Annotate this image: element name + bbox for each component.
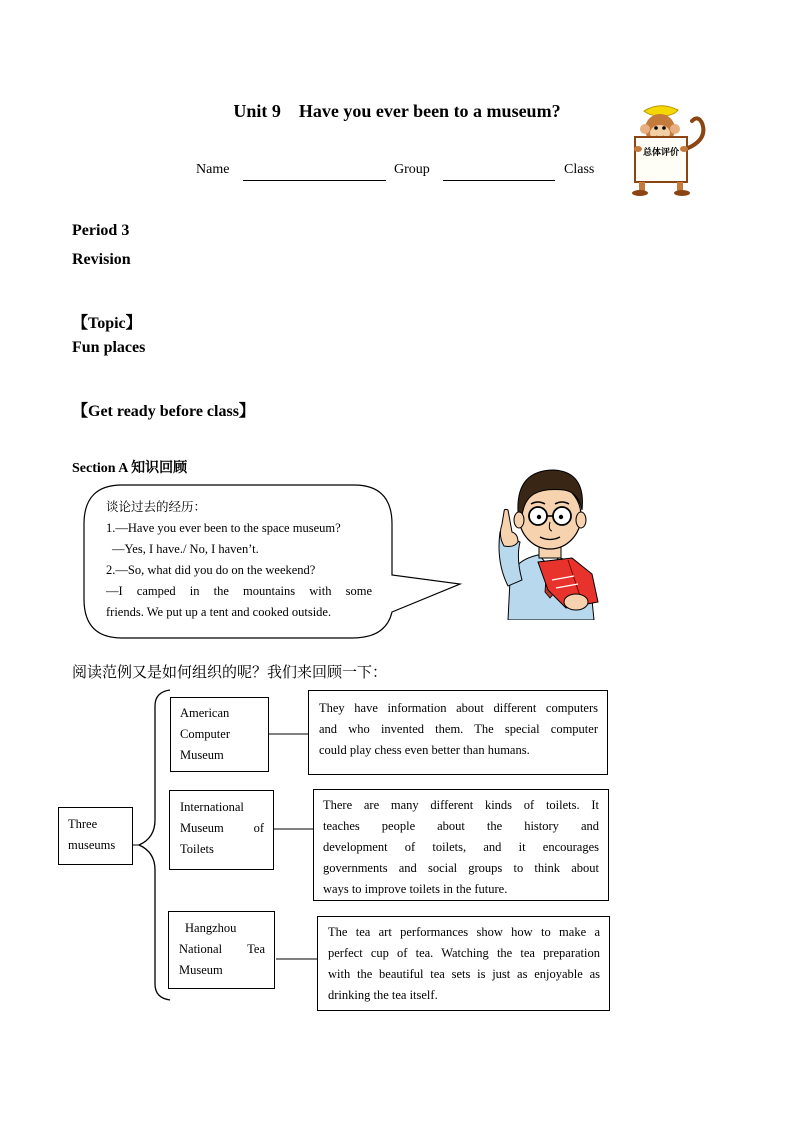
museum-name-line: National Tea [179,942,265,956]
section-a-label-cn: 知识回顾 [131,460,188,476]
revision-label: Revision [72,251,131,268]
section-a-label: Section A [72,461,128,476]
museum-name-line: Toilets [180,842,214,856]
museum-desc-line: could play chess even better than humans. [319,743,530,757]
bubble-line-3: 2.—So, what did you do on the weekend? [106,563,316,577]
review-prompt: 阅读范例又是如何组织的呢？我们来回顾一下： [72,663,388,681]
museum-desc-line: governments and social groups to think about [323,861,599,875]
monkey-evaluation-icon [622,103,710,198]
teacher-illustration [494,462,606,620]
museum-desc-line: and who invented them. The special computer [319,722,598,736]
museum-desc-line: development of toilets, and it encourages [323,840,599,854]
museum-desc-line: teaches people about the history and [323,819,599,833]
bubble-line-5: friends. We put up a tent and cooked outside. [106,605,332,619]
group-label: Group [394,162,430,177]
bubble-title: 谈论过去的经历： [106,499,207,514]
museum-name-line: American [180,706,230,720]
museum-name-line: Museum of [180,821,264,835]
badge-text: 总体评价 [642,148,680,158]
bubble-line-2: —Yes, I have./ No, I haven’t. [112,542,259,556]
name-label: Name [196,162,230,177]
class-label: Class [564,162,595,177]
name-field[interactable] [243,164,386,181]
museum-name-line: International [180,800,244,814]
root-line-2: museums [68,838,116,852]
bubble-line-1: 1.—Have you ever been to the space museum? [106,521,341,535]
museum-name-line: Museum [180,748,224,762]
title-text: Have you ever been to a museum? [298,101,561,121]
topic-text: Fun places [72,339,146,356]
group-field[interactable] [443,164,555,181]
museum-name-box [168,911,275,989]
unit-label: Unit 9 [233,101,281,121]
museum-name-line: Museum [179,963,223,977]
museum-desc-line: drinking the tea itself. [328,988,438,1002]
museum-desc-box [317,916,610,1011]
root-box [58,807,133,865]
get-ready-heading: 【Get ready before class】 [72,403,255,420]
topic-heading: 【Topic】 [72,315,142,332]
museum-desc-line: with the beautiful tea sets is just as enjoyable as [328,967,600,981]
root-line-1: Three [68,817,98,831]
museum-desc-line: They have information about different computers [319,701,598,715]
museum-name-box [170,697,269,772]
museum-desc-line: The tea art performances show how to make a [328,925,600,939]
museum-desc-line: ways to improve toilets in the future. [323,882,508,896]
period-label: Period 3 [72,222,130,239]
museum-name-line: Computer [180,727,230,741]
museum-name-line: Hangzhou [185,921,237,935]
museum-desc-line: There are many different kinds of toilets. It [323,798,599,812]
museum-desc-box [308,690,608,775]
bubble-line-4: —I camped in the mountains with some [106,584,372,598]
museum-desc-line: perfect cup of tea. Watching the tea preparation [328,946,600,960]
section-a-heading [72,457,187,477]
museum-name-box [169,790,274,870]
museum-desc-box [313,789,609,901]
